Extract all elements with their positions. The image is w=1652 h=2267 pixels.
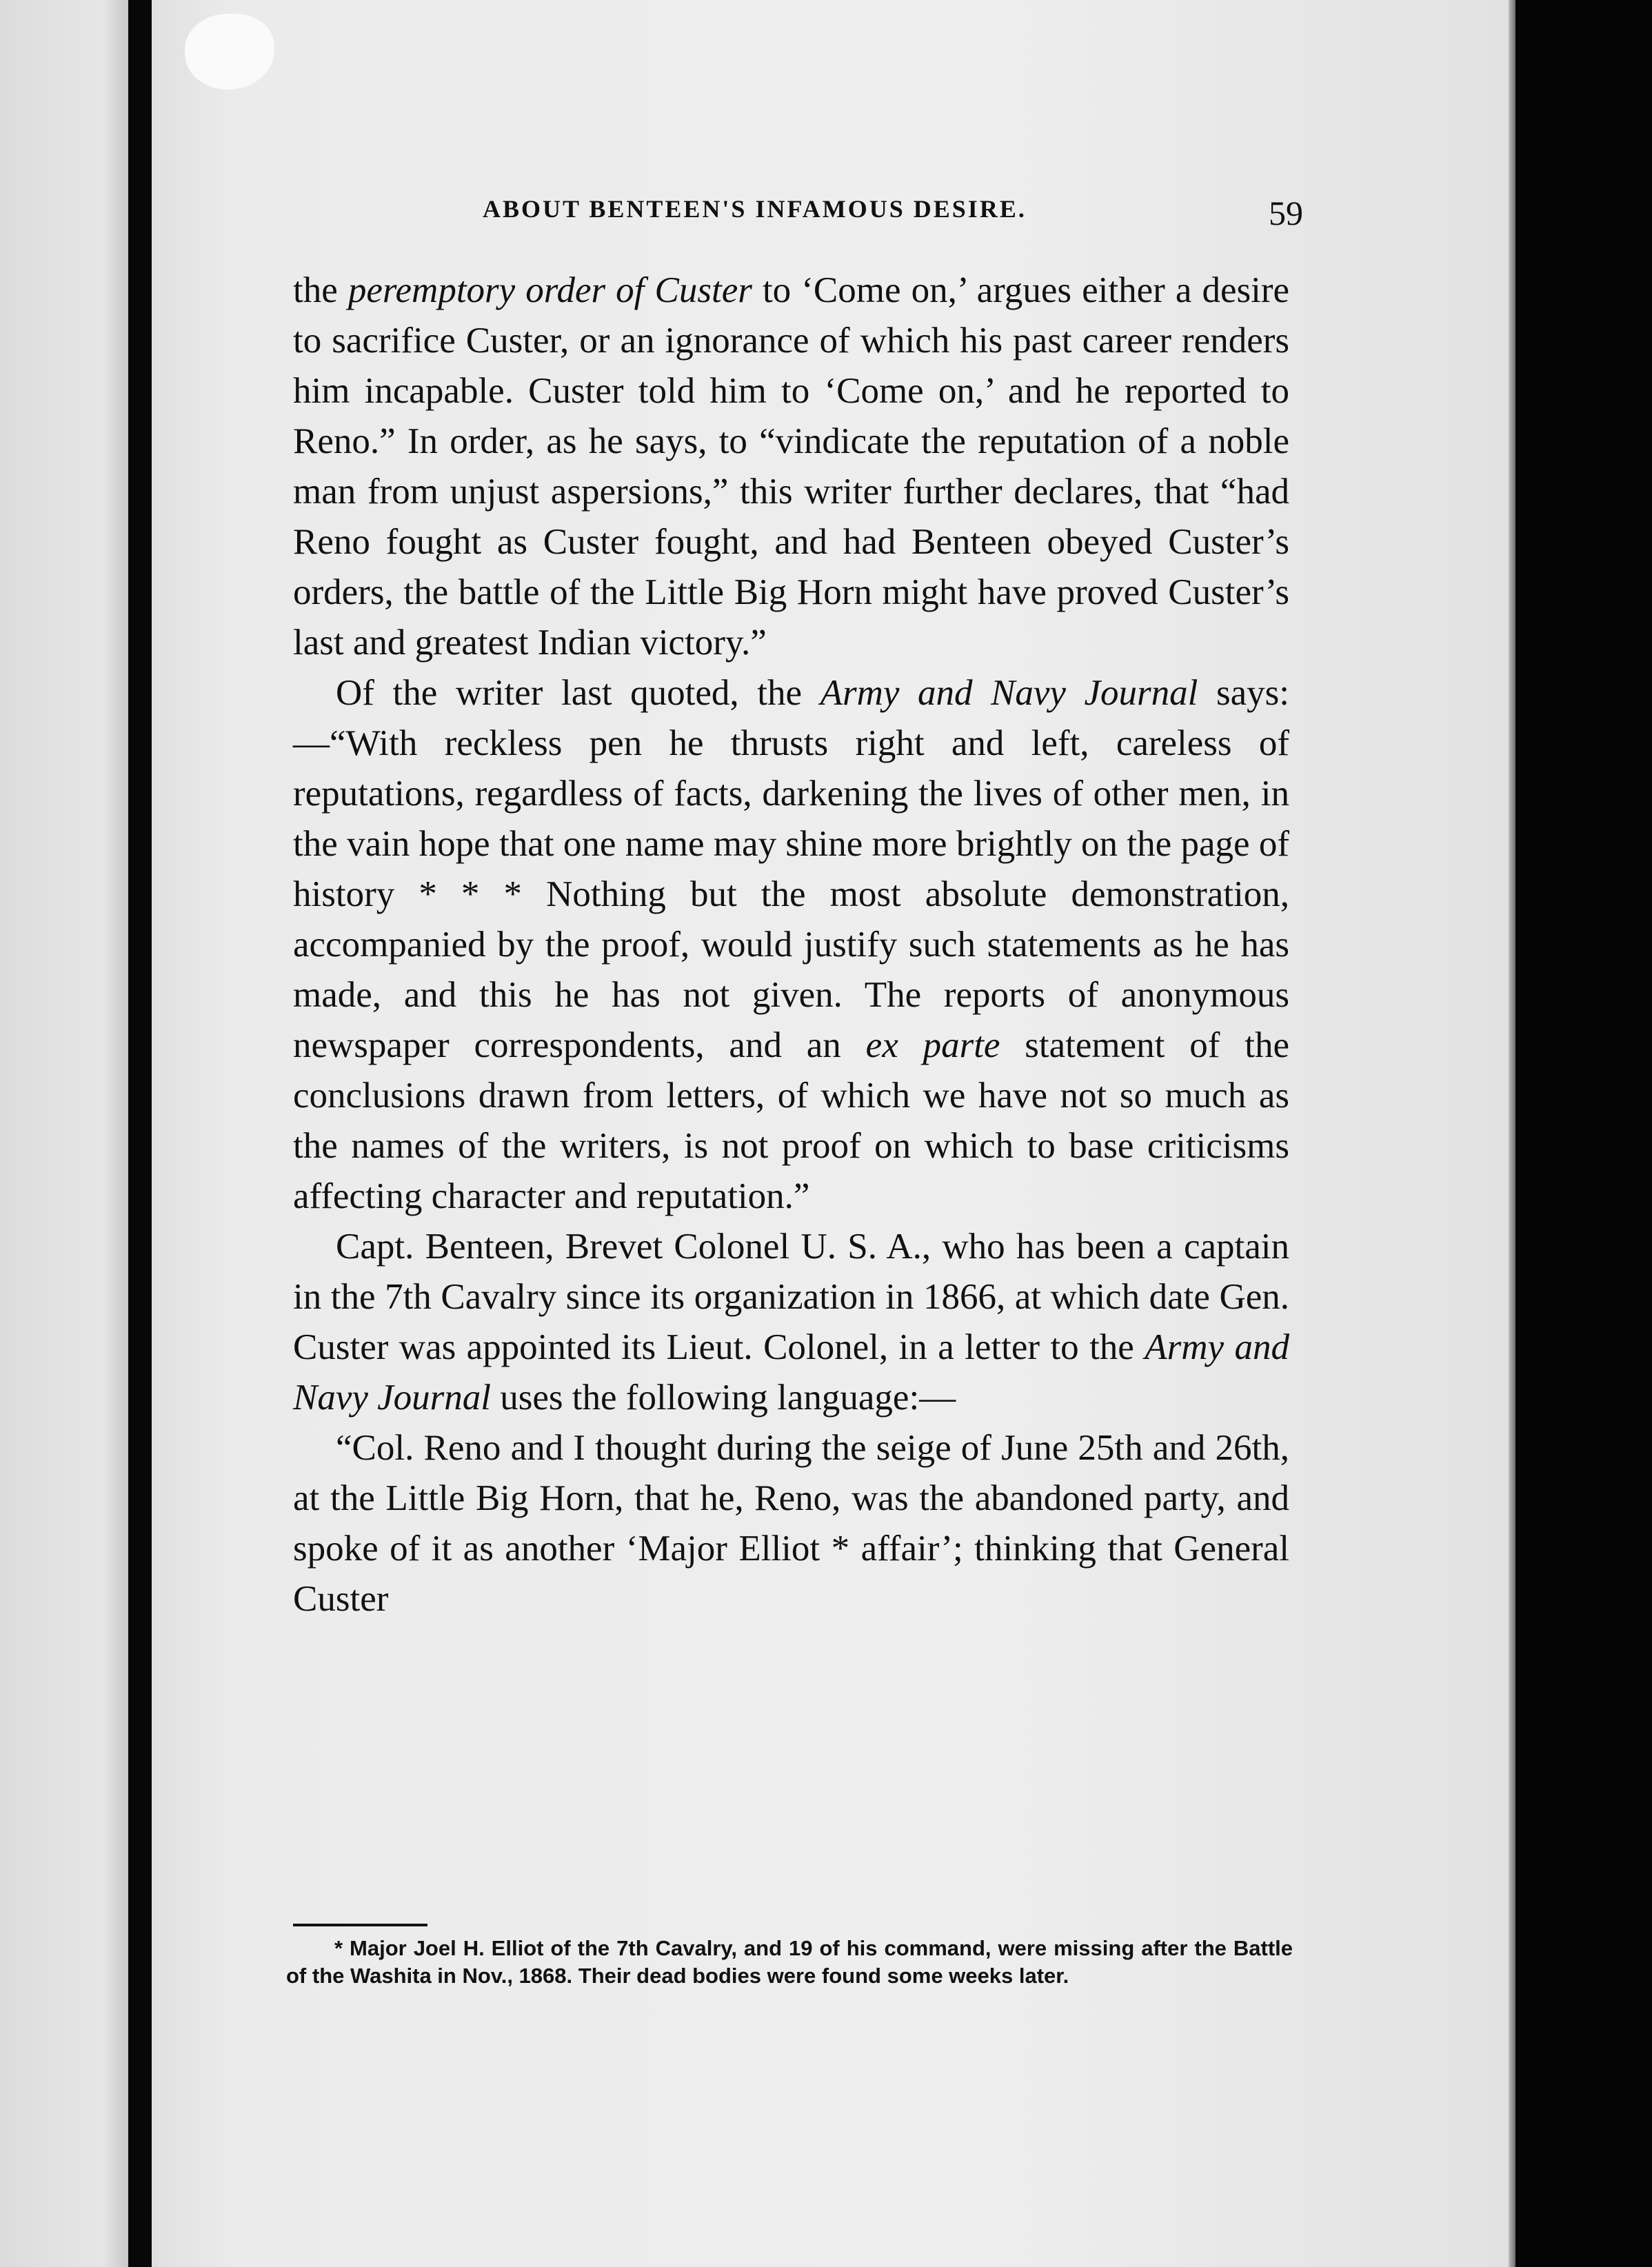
text-run: uses the following language:— <box>491 1378 956 1418</box>
page-number: 59 <box>1269 194 1303 232</box>
facing-page-edge <box>0 0 128 2267</box>
scan-background <box>1515 0 1652 2267</box>
paragraph <box>293 1222 1289 1423</box>
paragraph <box>293 1423 1289 1624</box>
text-run: statement of the conclusions drawn from letters, of which we have not so much as the names of the writers, is not proof on which to base criticisms affecting character and reputation.” <box>293 1025 1289 1216</box>
italic-run: ex parte <box>865 1025 1000 1065</box>
body-text <box>293 265 1289 1624</box>
text-run: Of the writer last quoted, the <box>336 673 820 713</box>
italic-run: Army and Navy Journal <box>293 1327 1289 1418</box>
text-run: the <box>293 270 348 310</box>
text-run: to ‘Come on,’ argues either a desire to sacrifice Custer, or an ignorance of which his past career renders him incapable. Custer told him to ‘Come on,’ and he reported to Reno.” In order, as he says, to “vindicate the reputation of a noble man from unjust aspersions,” this writer further declares, that “had Reno fought as Custer fought, and had Benteen obeyed Custer’s orders, the battle of the Little Big Horn might have proved Custer’s last and greatest Indian victory.” <box>293 270 1290 663</box>
paragraph <box>293 668 1289 1222</box>
text-run: Capt. Benteen, Brevet Colonel U. S. A., who has been a captain in the 7th Cavalry since its organization in 1866, at which date Gen. Custer was appointed its Lieut. Colonel, in a letter to the <box>293 1227 1289 1367</box>
footnote-text: * Major Joel H. Elliot of the 7th Cavalry, and 19 of his command, were missing after the Battle of the Washita in Nov., 1868. Their dead bodies were found some weeks later. <box>286 1936 1293 1988</box>
running-head: ABOUT BENTEEN'S INFAMOUS DESIRE. <box>483 195 1027 223</box>
book-gutter <box>128 0 152 2267</box>
footnote-rule <box>293 1924 427 1926</box>
page-edge-shadow <box>1509 0 1515 2267</box>
italic-run: Army and Navy Journal <box>820 673 1198 713</box>
text-run: “Col. Reno and I thought during the seige of June 25th and 26th, at the Little Big Horn, that he, Reno, was the abandoned party, and spoke of it as another ‘Major Elliot * affair’; thinking that General Custer <box>293 1428 1289 1619</box>
footnote <box>286 1935 1293 1990</box>
italic-run: peremptory order of Custer <box>347 270 752 310</box>
text-run: says:—“With reckless pen he thrusts right and left, careless of reputations, regardless of facts, darkening the lives of other men, in the vain hope that one name may shine more brightly on the page of history * * * Nothing but the most absolute demonstration, accompanied by the proof, would justify such statements as he has made, and this he has not given. The reports of anonymous newspaper correspondents, and an <box>293 673 1289 1065</box>
paragraph <box>293 265 1289 668</box>
